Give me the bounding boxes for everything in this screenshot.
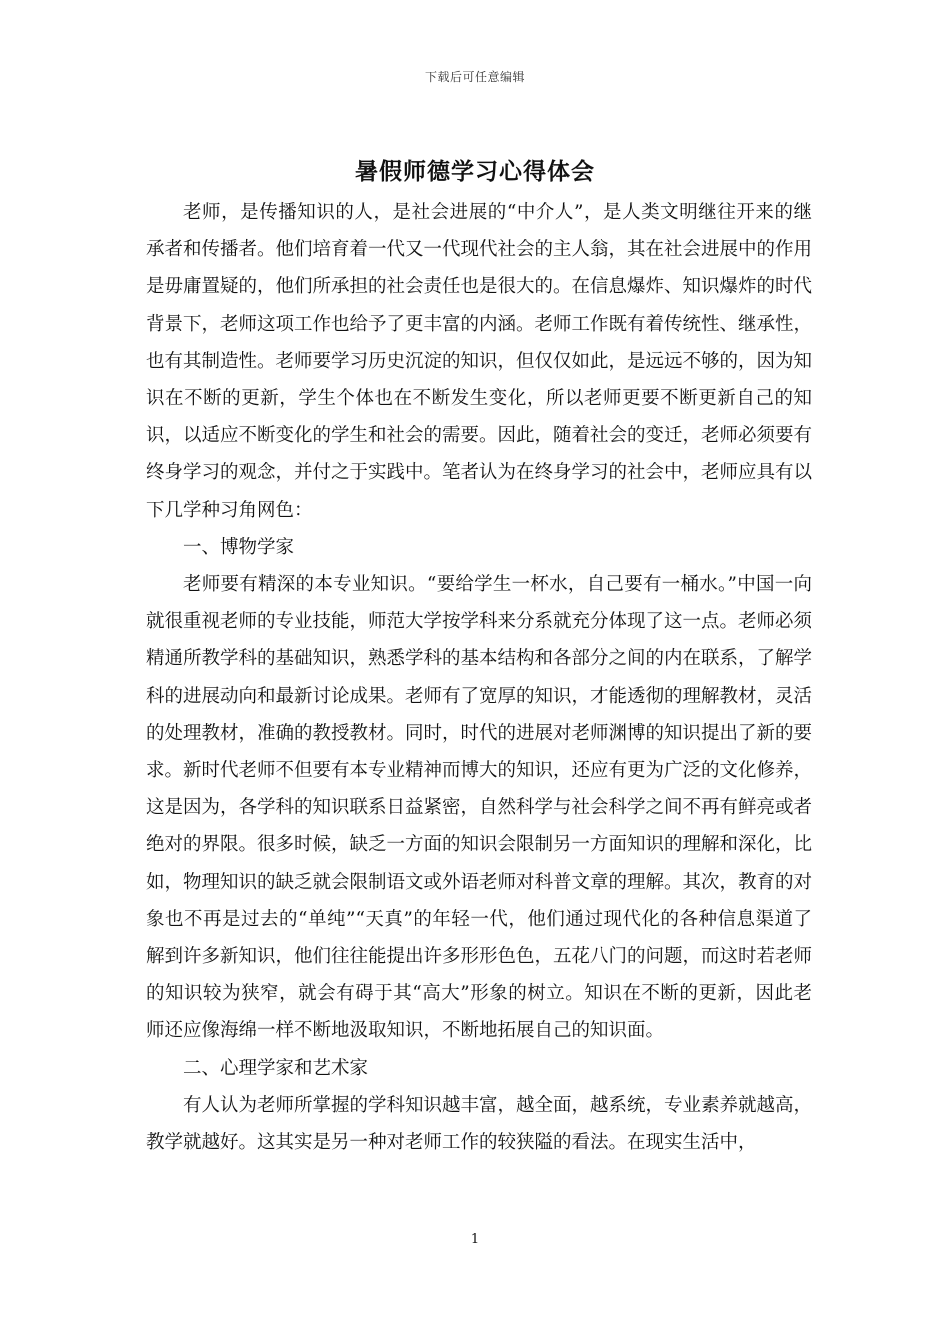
paragraph-section-1: 老师要有精深的本专业知识。“要给学生一杯水，自己要有一桶水。”中国一向就很重视老师的专业技能，师范大学按学科来分系就充分体现了这一点。老师必须精通所教学科的基础知识，熟悉学科的基本结构和各部分之间的内在联系，了解学科的进展动向和最新讨论成果。老师有了宽厚的知识，才能透彻的理解教材，灵活的处理教材，准确的教授教材。同时，时代的进展对老师渊博的知识提出了新的要求。新时代老师不但要有本专业精神而博大的知识，还应有更为广泛的文化修养，这是因为，各学科的知识联系日益紧密，自然科学与社会科学之间不再有鲜亮或者绝对的界限。很多时候，缺乏一方面的知识会限制另一方面知识的理解和深化，比如，物理知识的缺乏就会限制语文或外语老师对科普文章的理解。其次，教育的对象也不再是过去的“单纯”“天真”的年轻一代，他们通过现代化的各种信息渠道了解到许多新知识，他们往往能提出许多形形色色，五花八门的问题，而这时若老师的知识较为狭窄，就会有碍于其“高大”形象的树立。知识在不断的更新，因此老师还应像海绵一样不断地汲取知识，不断地拓展自己的知识面。 <box>146 574 813 1042</box>
section-heading-1: 一、博物学家 <box>183 536 295 558</box>
page-number: 1 <box>470 1232 480 1247</box>
page-header: 下载后可任意编辑 <box>424 70 525 84</box>
document-title: 暑假师德学习心得体会 <box>355 158 595 185</box>
document-body <box>146 194 812 1161</box>
paragraph-intro: 老师，是传播知识的人，是社会进展的“中介人”，是人类文明继往开来的继承者和传播者。他们培育着一代又一代现代社会的主人翁，其在社会进展中的作用是毋庸置疑的，他们所承担的社会责任也是很大的。在信息爆炸、知识爆炸的时代背景下，老师这项工作也给予了更丰富的内涵。老师工作既有着传统性、继承性，也有其制造性。老师要学习历史沉淀的知识，但仅仅如此，是远远不够的，因为知识在不断的更新，学生个体也在不断发生变化，所以老师更要不断更新自己的知识，以适应不断变化的学生和社会的需要。因此，随着社会的变迁，老师必须要有终身学习的观念，并付之于实践中。笔者认为在终身学习的社会中，老师应具有以下几学种习角网色： <box>146 202 813 521</box>
section-heading-2: 二、心理学家和艺术家 <box>183 1057 369 1079</box>
paragraph-section-2: 有人认为老师所掌握的学科知识越丰富，越全面，越系统，专业素养就越高，教学就越好。这其实是另一种对老师工作的较狭隘的看法。在现实生活中， <box>146 1094 813 1154</box>
